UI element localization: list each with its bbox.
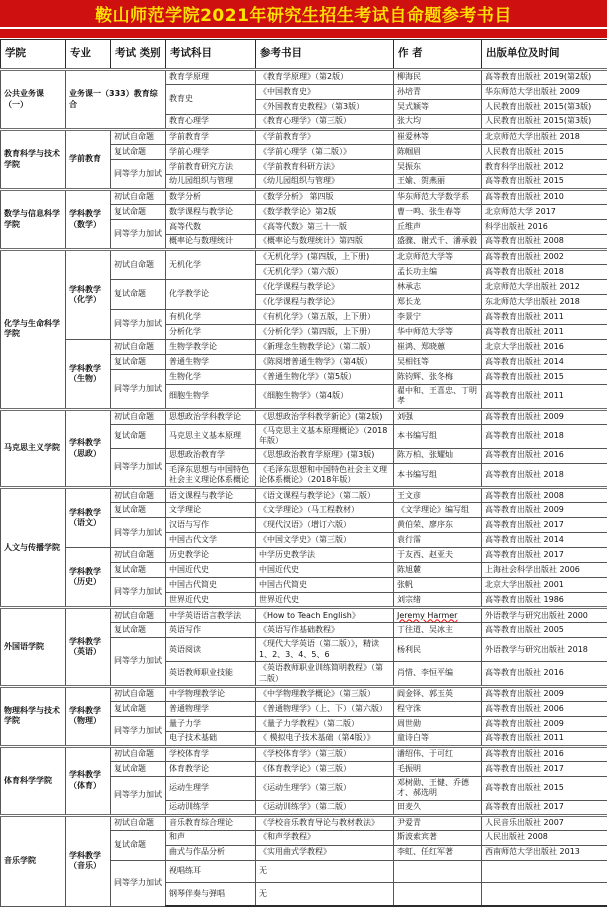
- cell-reference-book: 《How to Teach English》: [256, 608, 394, 623]
- cell-exam-subject: 教育学原理: [166, 70, 256, 85]
- cell-exam-subject: 生物学教学论: [166, 340, 256, 355]
- col-header-author: 作 者: [394, 40, 482, 70]
- cell-publisher: 高等教育出版社 2014: [482, 533, 607, 548]
- cell-publisher: 人民出版社 2008: [482, 830, 607, 845]
- cell-publisher: 高等教育出版社 2016: [482, 448, 607, 463]
- cell-author: 杨利民: [394, 638, 482, 662]
- cell-publisher: [482, 860, 607, 882]
- cell-author: 王文彦: [394, 488, 482, 503]
- cell-reference-book: 《毛泽东思想和中国特色社会主义理论体系概论》（2018年版）: [256, 463, 394, 488]
- cell-publisher: 高等教育出版社 2010: [482, 190, 607, 205]
- cell-author: 王媮、贺燕丽: [394, 175, 482, 190]
- cell-reference-book: 《体育教学论》（第三版）: [256, 761, 394, 776]
- page-title: 鞍山师范学院2021年研究生招生考试自命题参考书目: [95, 1, 512, 26]
- cell-reference-book: 《学前心理学（第二版）》: [256, 145, 394, 160]
- cell-author: 孟长功主编: [394, 265, 482, 280]
- cell-reference-book: 《化学课程与教学论》: [256, 280, 394, 295]
- cell-author: 丘维声: [394, 220, 482, 235]
- cell-author: 崔鸿、郑晓蕙: [394, 340, 482, 355]
- cell-exam-subject: 化学教学论: [166, 280, 256, 310]
- cell-publisher: 人民音乐出版社 2007: [482, 815, 607, 830]
- cell-exam-subject: 量子力学: [166, 716, 256, 731]
- cell-publisher: 高等教育出版社 2017: [482, 548, 607, 563]
- cell-publisher: 高等教育出版社 2016: [482, 746, 607, 761]
- cell-reference-book: 《幼儿园组织与管理》: [256, 175, 394, 190]
- cell-reference-book: 《现代汉语》（增订六版）: [256, 518, 394, 533]
- cell-publisher: [482, 882, 607, 906]
- cell-reference-book: 《外国教育史教程》（第3版）: [256, 100, 394, 115]
- cell-publisher: 高等教育出版社 2009: [482, 716, 607, 731]
- cell-major: 学科教学（语文）: [66, 488, 111, 548]
- cell-author: 崔爱林等: [394, 130, 482, 145]
- cell-exam-subject: 英语阅读: [166, 638, 256, 662]
- table-row: [1, 686, 607, 701]
- cell-reference-book: 中学历史教学法: [256, 548, 394, 563]
- cell-reference-book: 《英语写作基础教程》: [256, 623, 394, 638]
- cell-exam-type: 同等学力加试: [111, 518, 166, 548]
- cell-author: 陈万柏、张耀灿: [394, 448, 482, 463]
- cell-reference-book: 《新理念生物教学论》（第二版）: [256, 340, 394, 355]
- cell-reference-book: 《化学课程与教学论》: [256, 295, 394, 310]
- cell-publisher: 人民教育出版社 2015: [482, 145, 607, 160]
- cell-publisher: 高等教育出版社 2016: [482, 662, 607, 687]
- cell-reference-book: 《有机化学》（第五版，上下册）: [256, 310, 394, 325]
- cell-major: 学科教学（音乐）: [66, 815, 111, 906]
- cell-exam-subject: 世界近代史: [166, 593, 256, 608]
- cell-major: 学科教学（英语）: [66, 608, 111, 687]
- cell-author: 陈钧辉、张冬梅: [394, 370, 482, 385]
- cell-exam-type: 复试命题: [111, 145, 166, 160]
- cell-major: 学科教学（物理）: [66, 686, 111, 746]
- cell-author: 吴振东: [394, 160, 482, 175]
- cell-exam-type: 初试自命题: [111, 250, 166, 280]
- cell-author: 曹一鸣、张生春等: [394, 205, 482, 220]
- cell-publisher: 高等教育出版社 2015: [482, 776, 607, 800]
- cell-publisher: 上海社会科学出版社 2006: [482, 563, 607, 578]
- cell-author: 吴式颖等: [394, 100, 482, 115]
- cell-exam-subject: 中国近代史: [166, 563, 256, 578]
- cell-exam-type: 复试命题: [111, 701, 166, 716]
- cell-major: 学科教学（体育）: [66, 746, 111, 815]
- cell-college: 马克思主义学院: [1, 409, 66, 488]
- cell-exam-type: 同等学力加试: [111, 716, 166, 746]
- cell-exam-subject: 汉语与写作: [166, 518, 256, 533]
- red-stripe: [0, 29, 607, 38]
- table-row: [1, 608, 607, 623]
- cell-reference-book: 无: [256, 882, 394, 906]
- cell-exam-type: 同等学力加试: [111, 220, 166, 250]
- cell-reference-book: 《思想政治教育学原理》(第3版): [256, 448, 394, 463]
- cell-major: 业务课一（333）教育综合: [66, 70, 166, 130]
- cell-publisher: 高等教育出版社 2011: [482, 310, 607, 325]
- cell-major: 学科教学（数学）: [66, 190, 111, 250]
- cell-reference-book: 《思想政治学科教学新论》(第2版): [256, 409, 394, 424]
- cell-exam-type: 同等学力加试: [111, 160, 166, 190]
- cell-exam-subject: 运动训练学: [166, 800, 256, 815]
- cell-author: [394, 860, 482, 882]
- col-header-college: 学院: [1, 40, 66, 70]
- cell-major: 学科教学（生物）: [66, 340, 111, 410]
- cell-author: 林承志: [394, 280, 482, 295]
- cell-exam-subject: 普通生物学: [166, 355, 256, 370]
- cell-publisher: 高等教育出版社 2018: [482, 463, 607, 488]
- cell-author: 陈帼眉: [394, 145, 482, 160]
- cell-exam-type: 同等学力加试: [111, 776, 166, 815]
- cell-exam-subject: 普通物理学: [166, 701, 256, 716]
- cell-exam-subject: 高等代数: [166, 220, 256, 235]
- cell-publisher: 高等教育出版社 2017: [482, 800, 607, 815]
- cell-author: 黄伯荣、廖序东: [394, 518, 482, 533]
- cell-author: 翟中和、王喜忠、丁明孝: [394, 385, 482, 410]
- table-row: [1, 250, 607, 265]
- cell-author: 盛骤、谢式千、潘承毅: [394, 235, 482, 250]
- cell-reference-book: 《中国文学史》（第三版）: [256, 533, 394, 548]
- cell-college: 教育科学与技术学院: [1, 130, 66, 190]
- cell-exam-type: 同等学力加试: [111, 310, 166, 340]
- cell-exam-subject: 运动生理学: [166, 776, 256, 800]
- cell-reference-book: 《运动训练学》（第二版）: [256, 800, 394, 815]
- cell-author: 童诗白等: [394, 731, 482, 746]
- cell-publisher: 高等教育出版社 2005: [482, 623, 607, 638]
- cell-exam-subject: 学前教育研究方法: [166, 160, 256, 175]
- cell-exam-subject: 电子技术基础: [166, 731, 256, 746]
- cell-exam-type: 初试自命题: [111, 190, 166, 205]
- cell-exam-subject: 视唱练耳: [166, 860, 256, 882]
- cell-publisher: 北京师范大学 2017: [482, 205, 607, 220]
- cell-reference-book: 《文学理论》（马工程教材）: [256, 503, 394, 518]
- cell-college: 公共业务课（一）: [1, 70, 66, 130]
- cell-exam-subject: 幼儿园组织与管理: [166, 175, 256, 190]
- cell-major: 学前教育: [66, 130, 111, 190]
- cell-reference-book: 《学前教育科研方法》: [256, 160, 394, 175]
- cell-publisher: 人民教育出版社 2015(第3版): [482, 115, 607, 130]
- col-header-reference-book: 参考书目: [256, 40, 394, 70]
- cell-exam-subject: 学前心理学: [166, 145, 256, 160]
- cell-exam-type: 初试自命题: [111, 409, 166, 424]
- cell-publisher: 高等教育出版社 2018: [482, 265, 607, 280]
- cell-exam-type: 复试命题: [111, 761, 166, 776]
- cell-exam-subject: 无机化学: [166, 250, 256, 280]
- cell-publisher: 高等教育出版社 2009: [482, 686, 607, 701]
- reference-book-table: [0, 39, 607, 907]
- cell-reference-book: 《普通生物化学》（第5版）: [256, 370, 394, 385]
- cell-exam-subject: 中学物理教学论: [166, 686, 256, 701]
- cell-publisher: 高等教育出版社 2014: [482, 355, 607, 370]
- cell-reference-book: 《无机化学》(第四版，上下册): [256, 250, 394, 265]
- cell-author: 吴相钰等: [394, 355, 482, 370]
- cell-author: 北京师范大学等: [394, 250, 482, 265]
- cell-publisher: 外语教学与研究出版社 2000: [482, 608, 607, 623]
- cell-exam-subject: 中国古代文学: [166, 533, 256, 548]
- cell-publisher: 外语教学与研究出版社 2018: [482, 638, 607, 662]
- cell-publisher: 高等教育出版社 2011: [482, 731, 607, 746]
- table-row: [1, 409, 607, 424]
- cell-publisher: 北京大学出版社 2016: [482, 340, 607, 355]
- cell-author: [394, 882, 482, 906]
- cell-reference-book: 《马克思主义基本原理概论》（2018年版）: [256, 424, 394, 448]
- cell-author: 周世勋: [394, 716, 482, 731]
- cell-publisher: 人民教育出版社 2015(第3版): [482, 100, 607, 115]
- cell-exam-subject: 和声: [166, 830, 256, 845]
- cell-exam-type: 同等学力加试: [111, 448, 166, 488]
- cell-exam-subject: 英语写作: [166, 623, 256, 638]
- cell-exam-type: 初试自命题: [111, 130, 166, 145]
- cell-exam-subject: 历史教学论: [166, 548, 256, 563]
- cell-publisher: 高等教育出版社 2008: [482, 488, 607, 503]
- cell-reference-book: 《高等代数》第三十一版: [256, 220, 394, 235]
- cell-author: 本书编写组: [394, 463, 482, 488]
- cell-publisher: 高等教育出版社 2017: [482, 761, 607, 776]
- cell-exam-type: 同等学力加试: [111, 638, 166, 687]
- cell-reference-book: 《现代大学英语（第二版）》，精读1、2、3、4、5、6: [256, 638, 394, 662]
- cell-exam-subject: 英语教师职业技能: [166, 662, 256, 687]
- col-header-publisher: 出版单位及时间: [482, 40, 607, 70]
- cell-college: 人文与传播学院: [1, 488, 66, 608]
- cell-publisher: 北京师范大学出版社 2012: [482, 280, 607, 295]
- table-row: [1, 130, 607, 145]
- cell-reference-book: 《学前教育学》: [256, 130, 394, 145]
- cell-exam-subject: 马克思主义基本原理: [166, 424, 256, 448]
- cell-author: 华中师范大学等: [394, 325, 482, 340]
- cell-reference-book: 《中国教育史》: [256, 85, 394, 100]
- cell-author: 《文学理论》编写组: [394, 503, 482, 518]
- table-row: [1, 548, 607, 563]
- cell-college: 外国语学院: [1, 608, 66, 687]
- cell-publisher: 高等教育出版社 2015: [482, 175, 607, 190]
- cell-college: 化学与生命科学学院: [1, 250, 66, 410]
- cell-exam-type: 复试命题: [111, 623, 166, 638]
- cell-major: 学科教学（化学）: [66, 250, 111, 340]
- cell-publisher: 高等教育出版社 2015: [482, 370, 607, 385]
- cell-exam-subject: 文学理论: [166, 503, 256, 518]
- cell-exam-type: 复试命题: [111, 503, 166, 518]
- cell-publisher: 高等教育出版社 2008: [482, 235, 607, 250]
- cell-reference-book: 中国近代史: [256, 563, 394, 578]
- cell-author: 张大均: [394, 115, 482, 130]
- cell-major: 学科教学（历史）: [66, 548, 111, 608]
- cell-exam-subject: 教育史: [166, 85, 256, 115]
- cell-reference-book: 《普通物理学》（上、下）（第六版）: [256, 701, 394, 716]
- cell-reference-book: 《学校体育学》（第三版）: [256, 746, 394, 761]
- cell-exam-type: 初试自命题: [111, 746, 166, 761]
- cell-exam-type: 复试命题: [111, 355, 166, 370]
- cell-publisher: 华东师范大学出版社 2009: [482, 85, 607, 100]
- cell-reference-book: 《 模拟电子技术基础（第4版）》: [256, 731, 394, 746]
- table-row: [1, 340, 607, 355]
- cell-exam-subject: 曲式与作品分析: [166, 845, 256, 860]
- cell-exam-subject: 音乐教育综合理论: [166, 815, 256, 830]
- cell-publisher: 高等教育出版社 2019(第2版): [482, 70, 607, 85]
- cell-publisher: 高等教育出版社 1986: [482, 593, 607, 608]
- cell-exam-type: 复试命题: [111, 830, 166, 860]
- cell-exam-subject: 教育心理学: [166, 115, 256, 130]
- cell-exam-subject: 体育教学论: [166, 761, 256, 776]
- cell-reference-book: 《学校音乐教育导论与教材教法》: [256, 815, 394, 830]
- cell-reference-book: 《陈阅增普通生物学》（第4版）: [256, 355, 394, 370]
- cell-publisher: 西南师范大学出版社 2013: [482, 845, 607, 860]
- cell-exam-type: 复试命题: [111, 563, 166, 578]
- cell-exam-type: 初试自命题: [111, 608, 166, 623]
- cell-publisher: 北京大学出版社 2001: [482, 578, 607, 593]
- cell-exam-subject: 分析化学: [166, 325, 256, 340]
- cell-exam-type: 初试自命题: [111, 548, 166, 563]
- cell-author: 孙培青: [394, 85, 482, 100]
- cell-author: 刘宗绪: [394, 593, 482, 608]
- table-row: [1, 488, 607, 503]
- cell-author: 肖惜、李恒平编: [394, 662, 482, 687]
- cell-reference-book: 《概率论与数理统计》第四版: [256, 235, 394, 250]
- cell-reference-book: 《语文课程与教学论》（第二版）: [256, 488, 394, 503]
- cell-publisher: 高等教育出版社 2006: [482, 701, 607, 716]
- cell-publisher: 教育科学出版社 2012: [482, 160, 607, 175]
- cell-reference-book: 《运动生理学》（第三版）: [256, 776, 394, 800]
- cell-college: 音乐学院: [1, 815, 66, 906]
- cell-exam-subject: 学校体育学: [166, 746, 256, 761]
- cell-college: 数学与信息科学学院: [1, 190, 66, 250]
- cell-author: 田麦久: [394, 800, 482, 815]
- cell-exam-subject: 细胞生物学: [166, 385, 256, 410]
- col-header-major: 专业: [66, 40, 111, 70]
- cell-exam-type: 同等学力加试: [111, 860, 166, 906]
- cell-author: 潘绍伟、于可红: [394, 746, 482, 761]
- cell-publisher: 高等教育出版社 2002: [482, 250, 607, 265]
- cell-exam-subject: 学前教育学: [166, 130, 256, 145]
- cell-author: 华东师范大学数学系: [394, 190, 482, 205]
- title-banner: [0, 0, 607, 27]
- cell-reference-book: 《数学分析》 第四版: [256, 190, 394, 205]
- table-row: [1, 190, 607, 205]
- cell-exam-subject: 有机化学: [166, 310, 256, 325]
- cell-exam-type: 复试命题: [111, 280, 166, 310]
- table-header: [1, 40, 607, 70]
- cell-reference-book: 世界近代史: [256, 593, 394, 608]
- cell-author: 李虹、任红军著: [394, 845, 482, 860]
- table-row: [1, 746, 607, 761]
- cell-author: 邓树勋、王健、乔德才、郝选明: [394, 776, 482, 800]
- cell-reference-book: 《分析化学》（第四版，上下册）: [256, 325, 394, 340]
- cell-author: 本书编写组: [394, 424, 482, 448]
- cell-reference-book: 中国古代简史: [256, 578, 394, 593]
- cell-author: Jeremy Harmer: [394, 608, 482, 623]
- cell-reference-book: 《无机化学》（第六版）: [256, 265, 394, 280]
- cell-author: 于友西、赵亚夫: [394, 548, 482, 563]
- cell-publisher: 高等教育出版社 2017: [482, 518, 607, 533]
- col-header-exam-subject: 考试科目: [166, 40, 256, 70]
- cell-publisher: 东北师范大学出版社 2018: [482, 295, 607, 310]
- cell-publisher: 高等教育出版社 2009: [482, 409, 607, 424]
- cell-author: 尹爱青: [394, 815, 482, 830]
- cell-reference-book: 《英语教师职业训练简明教程》（第二版）: [256, 662, 394, 687]
- cell-exam-type: 复试命题: [111, 205, 166, 220]
- cell-exam-subject: 数学分析: [166, 190, 256, 205]
- cell-major: 学科教学（思政）: [66, 409, 111, 488]
- cell-author: 郑长龙: [394, 295, 482, 310]
- cell-college: 物理科学与技术学院: [1, 686, 66, 746]
- cell-reference-book: 《教育心理学》（第三版）: [256, 115, 394, 130]
- cell-author: 李景宁: [394, 310, 482, 325]
- cell-exam-subject: 钢琴伴奏与弹唱: [166, 882, 256, 906]
- cell-exam-type: 初试自命题: [111, 686, 166, 701]
- cell-author: 张帆: [394, 578, 482, 593]
- cell-author: 阎金铎、郭玉英: [394, 686, 482, 701]
- cell-reference-book: 《细胞生物学》（第4版）: [256, 385, 394, 410]
- cell-exam-subject: 思想政治教育学: [166, 448, 256, 463]
- cell-exam-type: 同等学力加试: [111, 370, 166, 410]
- cell-reference-book: 《实用曲式学教程》: [256, 845, 394, 860]
- cell-reference-book: 《量子力学教程》（第二版）: [256, 716, 394, 731]
- cell-exam-subject: 生物化学: [166, 370, 256, 385]
- cell-exam-subject: 语文课程与教学论: [166, 488, 256, 503]
- cell-publisher: 高等教育出版社 2011: [482, 325, 607, 340]
- cell-exam-subject: 概率论与数理统计: [166, 235, 256, 250]
- cell-author: 丁往道、吴冰主: [394, 623, 482, 638]
- cell-author: 陈旭麓: [394, 563, 482, 578]
- table-row: [1, 815, 607, 830]
- cell-exam-subject: 毛泽东思想与中国特色社会主义理论体系概论: [166, 463, 256, 488]
- cell-author: 程守洙: [394, 701, 482, 716]
- cell-exam-type: 复试命题: [111, 424, 166, 448]
- cell-reference-book: 《教育学原理》（第2版）: [256, 70, 394, 85]
- cell-exam-type: 同等学力加试: [111, 578, 166, 608]
- cell-exam-subject: 数学课程与教学论: [166, 205, 256, 220]
- cell-author: 斯波索宾著: [394, 830, 482, 845]
- table-row: [1, 70, 607, 85]
- cell-author: 柳海民: [394, 70, 482, 85]
- cell-publisher: 高等教育出版社 2018: [482, 424, 607, 448]
- cell-reference-book: 无: [256, 860, 394, 882]
- cell-exam-subject: 中学英语语言教学法: [166, 608, 256, 623]
- cell-author: 刘强: [394, 409, 482, 424]
- cell-author: 毛振明: [394, 761, 482, 776]
- cell-college: 体育科学学院: [1, 746, 66, 815]
- cell-reference-book: 《数学教学论》第2版: [256, 205, 394, 220]
- cell-publisher: 高等教育出版社 2011: [482, 385, 607, 410]
- cell-exam-subject: 中国古代简史: [166, 578, 256, 593]
- cell-reference-book: 《和声学教程》: [256, 830, 394, 845]
- cell-author: 袁行霈: [394, 533, 482, 548]
- cell-exam-subject: 思想政治学科教学论: [166, 409, 256, 424]
- cell-exam-type: 初试自命题: [111, 488, 166, 503]
- cell-exam-type: 初试自命题: [111, 815, 166, 830]
- cell-publisher: 高等教育出版社 2009: [482, 503, 607, 518]
- cell-exam-type: 初试自命题: [111, 340, 166, 355]
- cell-publisher: 北京师范大学出版社 2018: [482, 130, 607, 145]
- col-header-exam-type: 考试 类别: [111, 40, 166, 70]
- cell-reference-book: 《中学物理教学概论》（第三版）: [256, 686, 394, 701]
- cell-publisher: 科学出版社 2016: [482, 220, 607, 235]
